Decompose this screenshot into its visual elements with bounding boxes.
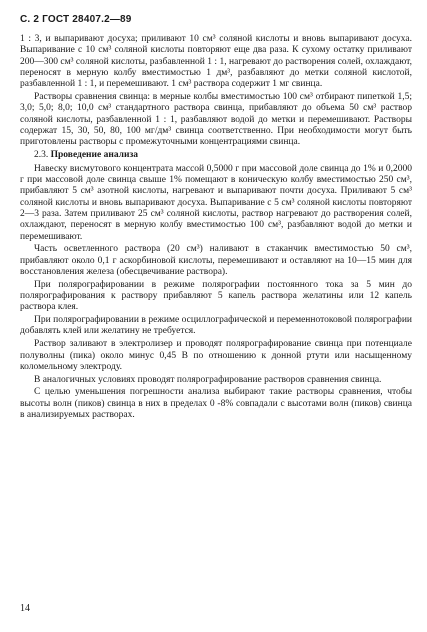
paragraph-dc-polarography: При полярографировании в режиме полярографии постоянного тока за 5 мин до полярографирования к раствору прибавляют 5 капель раствора желатины или 12 капель раствора клея. xyxy=(20,279,412,313)
paragraph-error-reduction: С целью уменьшения погрешности анализа выбирают такие растворы сравнения, чтобы высоты волн (пиков) свинца в них в пределах 0 -8% совпадали с высотами волн (пиков) свинца в анализируемых растворах. xyxy=(20,387,412,420)
paragraph-comparison-polarography: В аналогичных условиях проводят полярографирование растворов сравнения свинца. xyxy=(34,374,382,385)
paragraph-continuation: 1 : 3, и выпаривают досуха; приливают 10 см³ соляной кислоты и вновь выпаривают досуха. Выпаривание с 10 см³ соляной кислоты повторяют еще два раза. К сухому остатку приливают 200—300 см³ соляной кислоты, разбавленной 1 : 1, нагревают до растворения солей, охлаждают, переносят в мерную колбу вместимостью 1 дм³, разбавляют до метки соляной кислотой, разбавленной 1 : 1, и перемешивают. 1 см³ раствора содержит 1 мг свинца. xyxy=(20,34,412,90)
section-heading xyxy=(20,150,412,161)
page-number: 14 xyxy=(20,603,30,614)
paragraph-clarified-solution: Часть осветленного раствора (20 см³) наливают в стаканчик вместимостью 50 см³, прибавляют около 0,1 г аскорбиновой кислоты, перемешивают и оставляют на 10—15 мин для восстановления железа (обесцвечивание раствора). xyxy=(20,244,412,277)
paragraph-sample-prep: Навеску висмутового концентрата массой 0,5000 г при массовой доле свинца до 1% и 0,2000 г при массовой доле свинца свыше 1% помещают в коническую колбу вместимостью 250 см³, прибавляют 5 см³ азотной кислоты, нагревают и выпаривают почти досуха. Приливают 5 см³ соляной кислоты и вновь выпаривают досуха. Выпаривание с 5 см³ соляной кислоты повторяют 2—3 раза. Затем приливают 25 см³ соляной кислоты, раствор нагревают до растворения солей, охлаждают, переносят в мерную колбу вместимостью 100 см³, разбавляют водой до метки и перемешивают. xyxy=(20,163,412,242)
running-header: С. 2 ГОСТ 28407.2—89 xyxy=(20,14,132,25)
paragraph-comparison-solutions: Растворы сравнения свинца: в мерные колбы вместимостью 100 см³ отбирают пипеткой 1,5; 3,0; 5,0; 8,0; 10,0 см³ стандартного раствора свинца, прибавляют до объема 50 см³ раствор соляной кислоты, разбавленной 1 : 1, разбавляют водой до метки и перемешивают. Растворы содержат 15, 30, 50, 80, 100 мг/дм³ свинца соответственно. При необходимости могут быть приготовлены растворы с промежуточными концентрациями свинца. xyxy=(20,91,412,148)
paragraph-electrolyzer: Раствор заливают в электролизер и проводят полярографирование свинца при потенциале полуволны (пика) около минус 0,45 В по отношению к донной ртути или насыщенному коломельному электроду. xyxy=(20,339,412,372)
section-title: Проведение анализа xyxy=(50,150,139,161)
paragraph-oscillographic: При полярографировании в режиме осциллографической и переменнотоковой полярографии добавлять клей или желатину не требуется. xyxy=(20,315,412,337)
section-number: 2.3. xyxy=(34,150,49,161)
document-body xyxy=(20,34,412,423)
